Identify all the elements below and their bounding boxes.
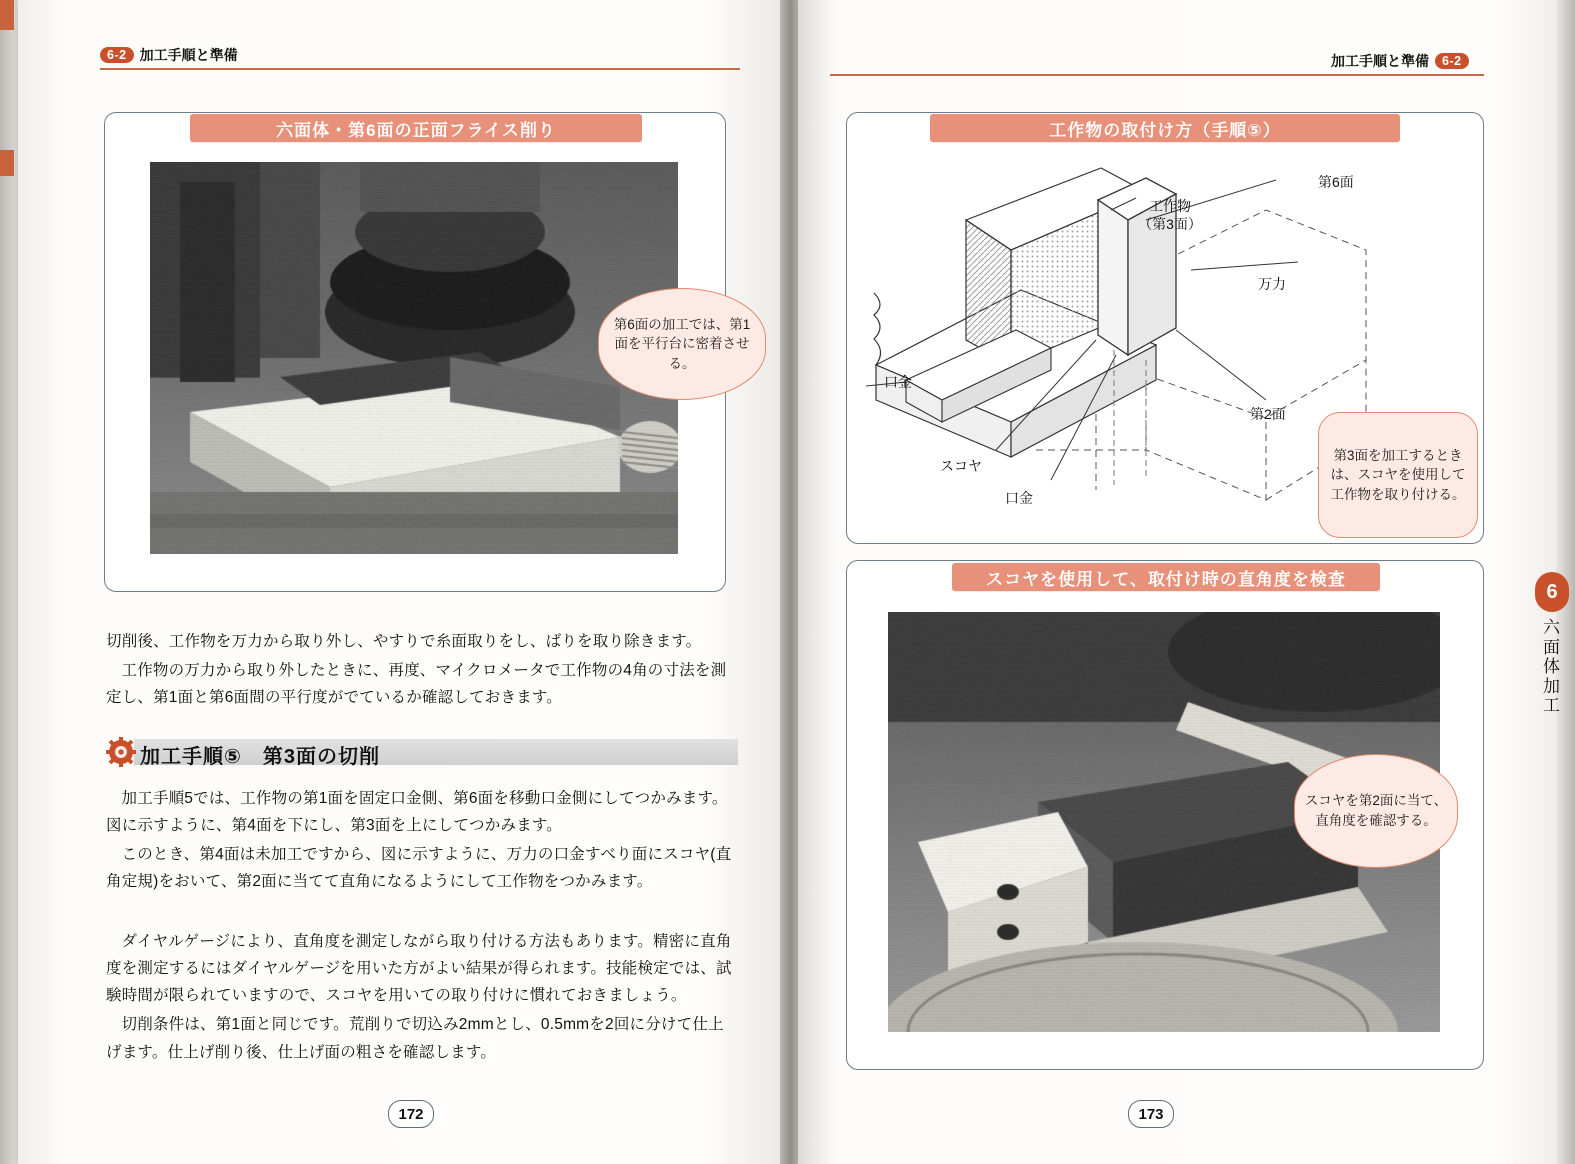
right-panel-2-title: スコヤを使用して、取付け時の直角度を検査 <box>952 563 1380 591</box>
diagram-label-face6: 第6面 <box>1318 174 1354 190</box>
right-panel-1-title: 工作物の取付け方（手順⑤） <box>930 114 1400 142</box>
page-number-left: 172 <box>388 1100 434 1128</box>
callout-face6-text: 第6面の加工では、第1面を平行台に密着させる。 <box>613 316 751 371</box>
left-panel-title: 六面体・第6面の正面フライス削り <box>190 114 642 142</box>
diagram-label-face2: 第2面 <box>1250 406 1286 422</box>
left-header-rule <box>100 68 740 70</box>
diagram-label-vise: 万力 <box>1258 276 1286 292</box>
callout-face3-mounting <box>1318 412 1478 538</box>
right-header-badge: 6-2 <box>1435 53 1469 69</box>
diagram-label-square: スコヤ <box>940 458 982 474</box>
paragraph: 切削後、工作物を万力から取り外し、やすりで糸面取りをし、ばりを取り除きます。 <box>106 633 702 650</box>
chapter-tab-label: 六 面 体 加 工 <box>1543 618 1561 716</box>
left-body-1 <box>106 785 738 898</box>
callout-face3-mounting-text: 第3面を加工するときは、スコヤを使用して工作物を取り付ける。 <box>1330 447 1466 502</box>
right-running-head <box>1325 50 1469 72</box>
left-running-head <box>100 44 244 66</box>
paragraph: ダイヤルゲージにより、直角度を測定しながら取り付ける方法もあります。精密に直角度を測定するにはダイヤルゲージを用いた方がよい結果が得られます。技能検定では、試験時間が限られていますので、スコヤを用いての取り付けに慣れておきましょう。 <box>106 933 732 1005</box>
callout-face6 <box>598 288 766 400</box>
paragraph: 加工手順5では、工作物の第1面を固定口金側、第6面を移動口金側にしてつかみます。図に示すように、第4面を下にし、第3面を上にしてつかみます。 <box>106 790 728 835</box>
right-header-text: 加工手順と準備 <box>1331 53 1429 69</box>
chapter-tab: 6 <box>1535 572 1569 612</box>
right-header-rule <box>830 74 1484 76</box>
paragraph: 工作物の万力から取り外したときに、再度、マイクロメータで工作物の4角の寸法を測定し、第1面と第6面間の平行度がでているか確認しておきます。 <box>106 662 727 707</box>
left-header-badge: 6-2 <box>100 47 134 63</box>
callout-square-check-text: スコヤを第2面に当て、直角度を確認する。 <box>1304 793 1448 828</box>
diagram-label-jaw-left: 口金 <box>884 374 912 390</box>
gear-icon <box>106 737 136 767</box>
left-header-text: 加工手順と準備 <box>139 47 238 63</box>
diagram-label-workpiece: 工作物 （第3面） <box>1138 198 1202 232</box>
edge-marker <box>0 0 14 30</box>
left-intro-paragraphs <box>106 628 738 713</box>
page-number-right: 173 <box>1128 1100 1174 1128</box>
paragraph: このとき、第4面は未加工ですから、図に示すように、万力の口金すべり面にスコヤ(直角定規)をおいて、第2面に当てて直角になるようにして工作物をつかみます。 <box>106 846 732 891</box>
edge-marker <box>0 150 14 176</box>
callout-square-check <box>1294 754 1458 868</box>
diagram-label-jaw-bottom: 口金 <box>1005 490 1033 506</box>
left-body-2 <box>106 928 738 1068</box>
paragraph: 切削条件は、第1面と同じです。荒削りで切込み2mmとし、0.5mmを2回に分けて仕上げます。仕上げ削り後、仕上げ面の粗さを確認します。 <box>106 1016 724 1061</box>
section-title: 加工手順⑤ 第3面の切削 <box>140 746 381 768</box>
